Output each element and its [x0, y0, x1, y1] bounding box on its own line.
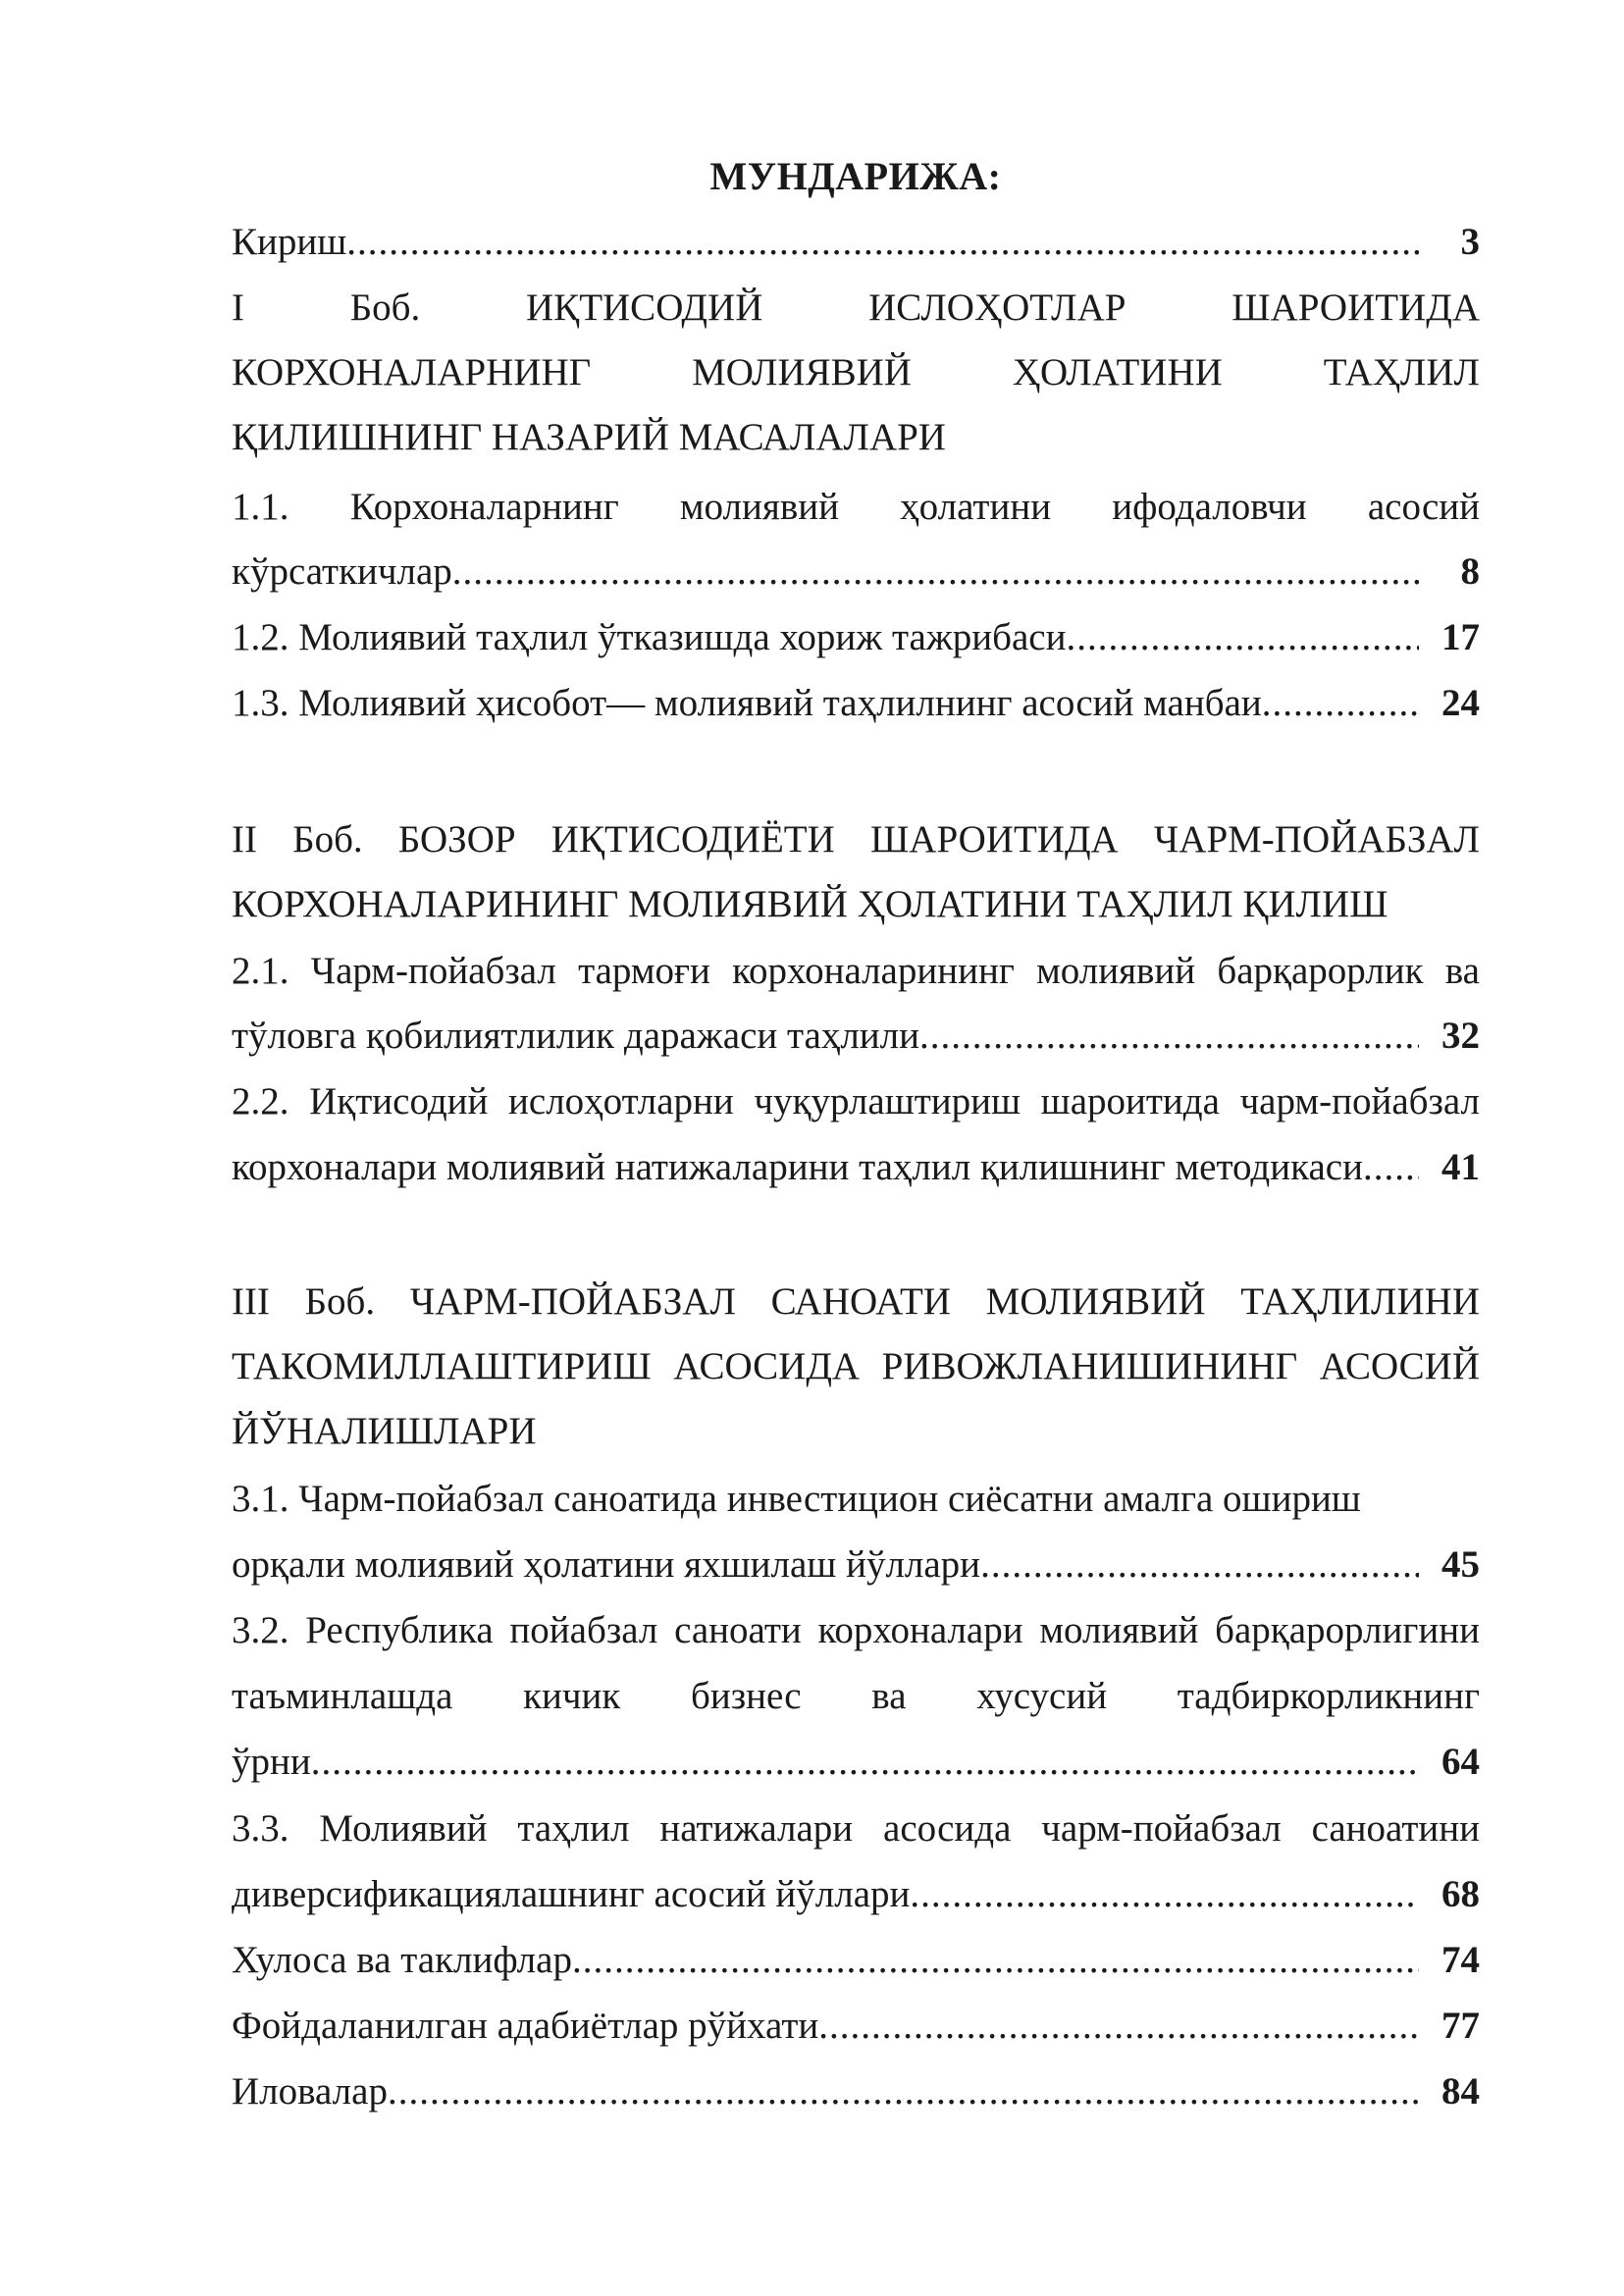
chapter-1-heading-line-1[interactable]: I Боб. ИҚТИСОДИЙ ИСЛОҲОТЛАР ШАРОИТИДА [232, 287, 1480, 329]
toc-page-number: 32 [1441, 1015, 1480, 1057]
toc-entry-label: Кириш [232, 221, 347, 263]
toc-entry-1-1-line-1[interactable]: 1.1. Корхоналарнинг молиявий ҳолатини ифодаловчи асосий [232, 486, 1480, 528]
toc-page-number: 3 [1460, 221, 1480, 263]
chapter-2-heading-line-2[interactable]: КОРХОНАЛАРИНИНГ МОЛИЯВИЙ ҲОЛАТИНИ ТАҲЛИЛ ҚИЛИШ [232, 883, 1388, 925]
toc-page-number: 45 [1441, 1543, 1480, 1586]
toc-entry-1-3[interactable] [232, 671, 1480, 736]
toc-page-number: 68 [1441, 1873, 1480, 1915]
toc-entry-label: тўловга қобилиятлилик даражаси таҳлили [232, 1015, 919, 1057]
toc-page-number: 84 [1441, 2070, 1480, 2113]
toc-page-number: 17 [1441, 616, 1480, 658]
toc-entry-label: 1.2. Молиявий таҳлил ўтказишда хориж тажрибаси [232, 616, 1067, 658]
toc-entry-appendices[interactable] [232, 2060, 1480, 2124]
toc-entry-conclusion[interactable] [232, 1928, 1480, 1993]
toc-entry-label: Хулоса ва таклифлар [232, 1939, 572, 1981]
toc-page-number: 74 [1441, 1939, 1480, 1981]
toc-entry-2-1-line-1[interactable]: 2.1. Чарм-пойабзал тармоғи корхоналарининг молиявий барқарорлик ва [232, 950, 1480, 992]
chapter-3-heading-line-1[interactable]: III Боб. ЧАРМ-ПОЙАБЗАЛ САНОАТИ МОЛИЯВИЙ ТАҲЛИЛИНИ [232, 1280, 1480, 1323]
toc-entry-3-2[interactable] [232, 1730, 1480, 1795]
toc-entry-3-3[interactable] [232, 1862, 1480, 1927]
chapter-3-heading-line-2[interactable]: ТАКОМИЛЛАШТИРИШ АСОСИДА РИВОЖЛАНИШИНИНГ АСОСИЙ [232, 1345, 1480, 1387]
chapter-1-heading-line-3[interactable]: ҚИЛИШНИНГ НАЗАРИЙ МАСАЛАЛАРИ [232, 416, 946, 458]
toc-entry-label: кўрсаткичлар [232, 550, 452, 593]
dot-leader [919, 1004, 1419, 1069]
toc-entry-label: 1.3. Молиявий ҳисобот— молиявий таҳлилнинг асосий манбаи [232, 682, 1262, 724]
dot-leader [1262, 671, 1419, 736]
toc-page-number: 41 [1441, 1146, 1480, 1188]
toc-entry-label: корхоналари молиявий натижаларини таҳлил қилишнинг методикаси [232, 1146, 1363, 1188]
chapter-1-heading-line-2[interactable]: КОРХОНАЛАРНИНГ МОЛИЯВИЙ ҲОЛАТИНИ ТАҲЛИЛ [232, 351, 1480, 393]
dot-leader [818, 1994, 1419, 2059]
toc-entry-1-1[interactable] [232, 540, 1480, 604]
dot-leader [388, 2060, 1419, 2124]
chapter-3-heading-line-3[interactable]: ЙЎНАЛИШЛАРИ [232, 1410, 537, 1452]
toc-entry-2-2-line-1[interactable]: 2.2. Иқтисодий ислоҳотларни чуқурлаштириш шароитида чарм-пойабзал [232, 1080, 1480, 1122]
dot-leader [910, 1862, 1419, 1927]
toc-entry-3-2-line-1[interactable]: 3.2. Республика пойабзал саноати корхоналари молиявий барқарорлигини [232, 1609, 1480, 1651]
toc-entry-1-2[interactable] [232, 605, 1480, 670]
toc-entry-label: орқали молиявий ҳолатини яхшилаш йўллари [232, 1543, 981, 1586]
toc-entry-label: ўрни [232, 1741, 311, 1783]
toc-page-number: 8 [1460, 550, 1480, 593]
toc-entry-3-1[interactable] [232, 1533, 1480, 1597]
dot-leader [1363, 1135, 1419, 1200]
dot-leader [346, 210, 1419, 275]
toc-entry-3-2-line-2[interactable]: таъминлашда кичик бизнес ва хусусий тадбиркорликнинг [232, 1675, 1480, 1717]
dot-leader [980, 1533, 1419, 1597]
toc-entry-label: Фойдаланилган адабиётлар рўйхати [232, 2005, 819, 2047]
toc-entry-2-2[interactable] [232, 1135, 1480, 1200]
toc-entry-2-1[interactable] [232, 1004, 1480, 1069]
toc-page-number: 77 [1441, 2005, 1480, 2047]
toc-page-number: 24 [1441, 682, 1480, 724]
toc-entry-intro[interactable] [232, 210, 1480, 275]
toc-entry-references[interactable] [232, 1994, 1480, 2059]
toc-entry-3-1-line-1[interactable]: 3.1. Чарм-пойабзал саноатида инвестицион сиёсатни амалга ошириш [232, 1478, 1361, 1520]
dot-leader [572, 1928, 1419, 1993]
dot-leader [452, 540, 1419, 604]
dot-leader [311, 1730, 1419, 1795]
toc-page-number: 64 [1441, 1741, 1480, 1783]
dot-leader [1066, 605, 1419, 670]
chapter-2-heading-line-1[interactable]: II Боб. БОЗОР ИҚТИСОДИЁТИ ШАРОИТИДА ЧАРМ-ПОЙАБЗАЛ [232, 818, 1480, 861]
page-title: МУНДАРИЖА: [709, 154, 1002, 198]
toc-entry-3-3-line-1[interactable]: 3.3. Молиявий таҳлил натижалари асосида чарм-пойабзал саноатини [232, 1807, 1480, 1850]
toc-entry-label: Иловалар [232, 2070, 388, 2113]
toc-entry-label: диверсификациялашнинг асосий йўллари [232, 1873, 911, 1915]
